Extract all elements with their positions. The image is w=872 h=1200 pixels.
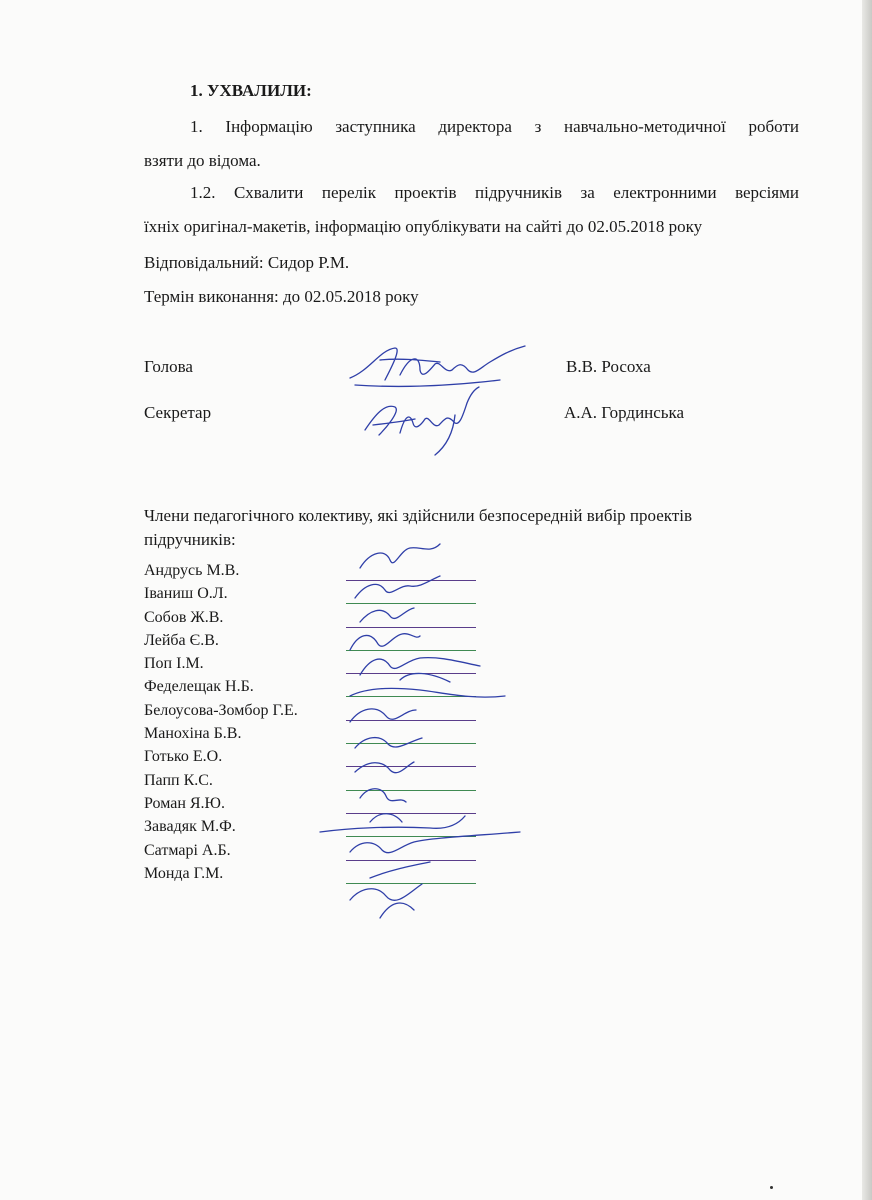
member-name: Іваниш О.Л.	[144, 585, 228, 603]
secretary-name: А.А. Гординська	[564, 403, 685, 422]
secretary-signature	[355, 385, 485, 460]
member-name: Белоусова-Зомбор Г.Е.	[144, 701, 298, 719]
member-name: Роман Я.Ю.	[144, 794, 225, 812]
member-name: Сатмарі А.Б.	[144, 841, 231, 859]
chair-name: В.В. Росоха	[566, 357, 651, 376]
members-intro-line2: підручників:	[144, 530, 236, 549]
member-name: Феделещак Н.Б.	[144, 678, 254, 696]
member-name: Андрусь М.В.	[144, 562, 240, 579]
decision-item2-line1: 1.2. Схвалити перелік проектів підручників за електронними версіями	[190, 183, 799, 202]
decision-item1-line1: 1. Інформацію заступника директора з навчально-методичної роботи	[190, 117, 799, 136]
member-name: Монда Г.М.	[144, 864, 224, 882]
members-signatures	[330, 540, 530, 940]
secretary-role: Секретар	[144, 403, 212, 422]
member-name: Собов Ж.В.	[144, 608, 224, 626]
deadline: Термін виконання: до 02.05.2018 року	[144, 287, 419, 306]
chair-role: Голова	[144, 357, 193, 376]
member-name: Поп І.М.	[144, 655, 204, 673]
member-name: Лейба Є.В.	[144, 631, 219, 649]
decision-heading: 1. УХВАЛИЛИ:	[190, 81, 312, 100]
scan-edge-shadow	[862, 0, 872, 1200]
member-name: Завадяк М.Ф.	[144, 818, 236, 836]
members-intro-line1: Члени педагогічного колективу, які здійснили безпосередній вибір проектів	[144, 506, 693, 525]
decision-item2-line2: їхніх оригінал-макетів, інформацію опублікувати на сайті до 02.05.2018 року	[144, 217, 703, 236]
member-name: Манохіна Б.В.	[144, 725, 242, 743]
decision-item1-line2: взяти до відома.	[144, 151, 261, 170]
member-name: Папп К.С.	[144, 771, 213, 789]
scan-speck	[770, 1186, 773, 1189]
member-name: Готько Е.О.	[144, 748, 223, 766]
responsible-person: Відповідальний: Сидор Р.М.	[144, 253, 350, 272]
